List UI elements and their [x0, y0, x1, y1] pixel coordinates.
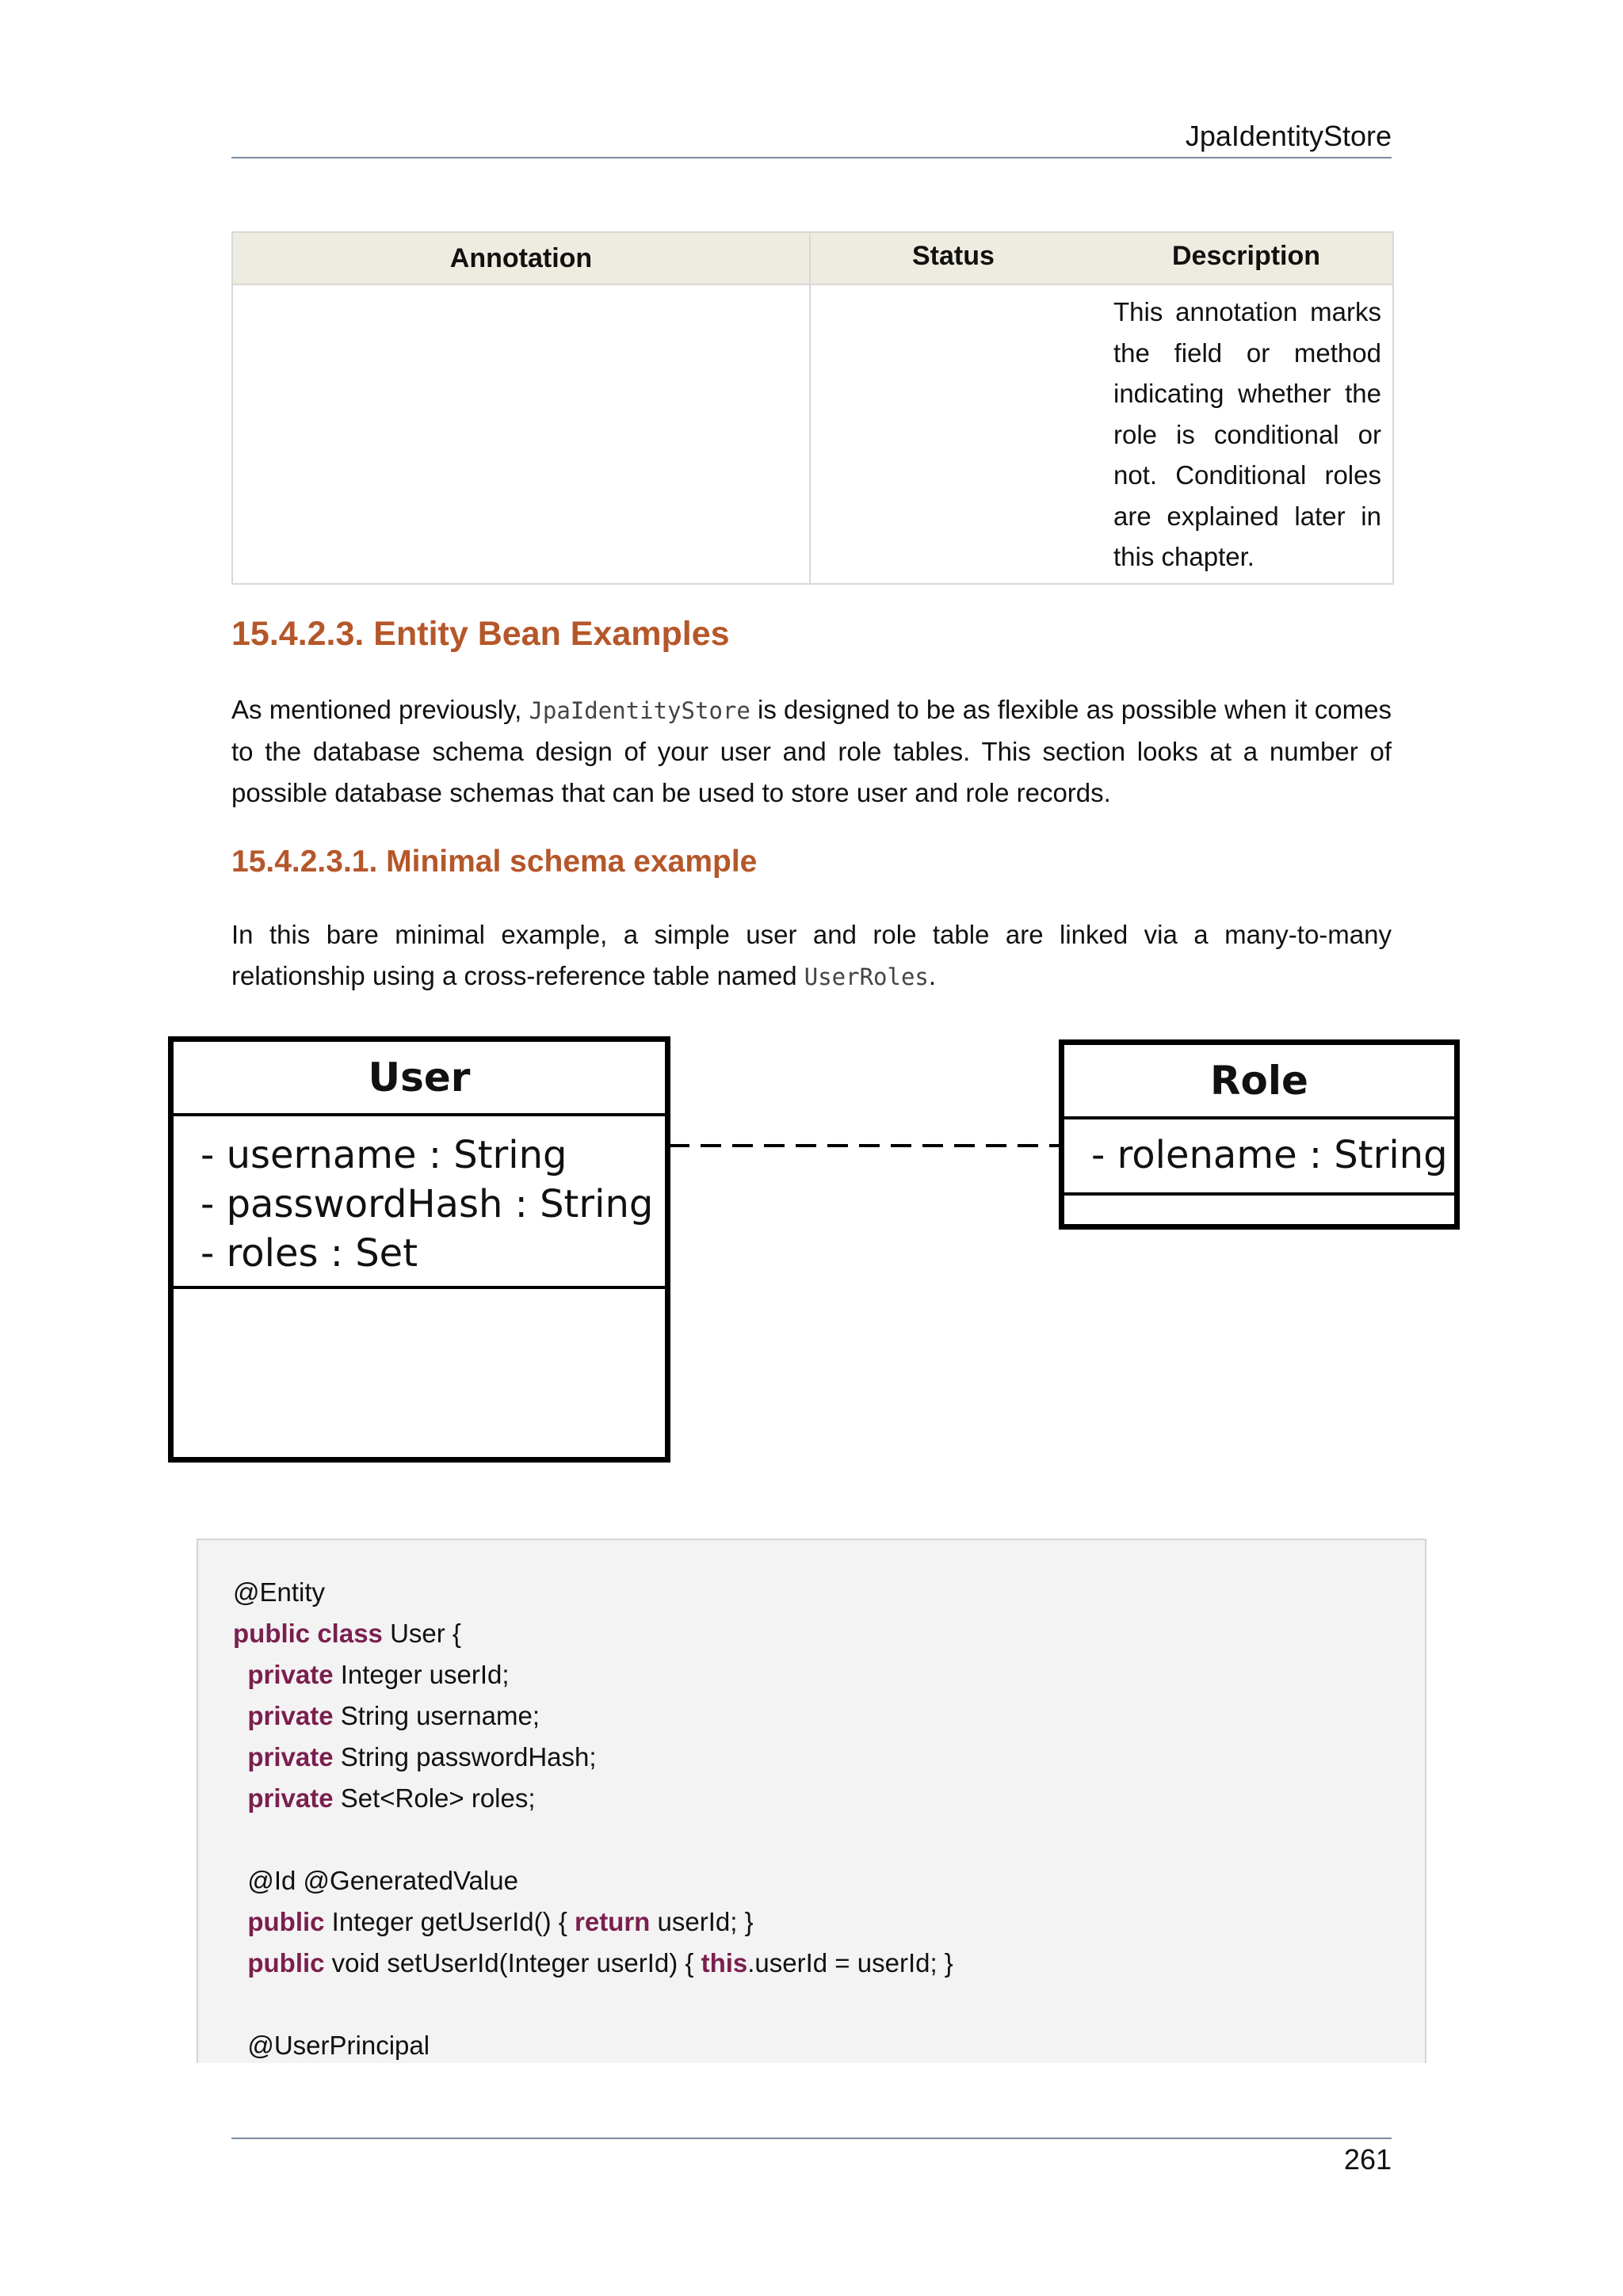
- uml-user-attribute: - username : String: [200, 1133, 567, 1177]
- uml-class-role: [1059, 1039, 1460, 1230]
- uml-user-divider-1: [174, 1113, 665, 1116]
- code-text: Integer getUserId() {: [324, 1907, 575, 1936]
- code-text: String passwordHash;: [333, 1742, 597, 1772]
- table-row: [232, 284, 1393, 584]
- code-keyword: private: [247, 1742, 334, 1772]
- code-text: Set<Role> roles;: [333, 1783, 536, 1813]
- code-text: [233, 1948, 247, 1978]
- code-text: [233, 1701, 247, 1730]
- code-text: User {: [382, 1619, 461, 1648]
- code-line: [233, 1654, 510, 1695]
- code-keyword: public: [247, 1907, 325, 1936]
- code-line: [233, 1613, 461, 1654]
- code-text: @Entity: [233, 1577, 326, 1607]
- code-keyword: private: [247, 1783, 334, 1813]
- footer-rule: [231, 2138, 1392, 2139]
- column-header-status: Status: [912, 241, 995, 271]
- column-header-annotation: Annotation: [232, 232, 810, 284]
- page-number: 261: [1343, 2143, 1392, 2176]
- code-line: [233, 1572, 325, 1613]
- column-header-group: [810, 232, 1393, 284]
- table-header-row: [232, 232, 1393, 284]
- code-text: [233, 1660, 247, 1689]
- uml-user-attribute: - roles : Set: [200, 1231, 418, 1276]
- header-rule: [231, 157, 1392, 158]
- code-text: [233, 1742, 247, 1772]
- section-heading: 15.4.2.3. Entity Bean Examples: [231, 615, 730, 653]
- code-keyword: this: [701, 1948, 748, 1978]
- code-text: Integer userId;: [333, 1660, 510, 1689]
- uml-class-user: [168, 1036, 670, 1463]
- uml-diagram: [168, 1036, 1460, 1464]
- section-intro-paragraph: [231, 689, 1392, 814]
- code-line: [233, 1860, 518, 1901]
- code-line: [233, 1901, 754, 1943]
- code-block: [197, 1539, 1426, 2063]
- column-header-description: Description: [1172, 241, 1321, 271]
- intro-text-before: As mentioned previously,: [231, 695, 522, 724]
- uml-user-attribute: - passwordHash : String: [200, 1182, 654, 1226]
- code-text: @UserPrincipal: [233, 2031, 430, 2060]
- code-keyword: private: [247, 1701, 334, 1730]
- annotation-table: [231, 231, 1394, 585]
- uml-class-role-name: Role: [1210, 1058, 1308, 1104]
- subsection-text-after: .: [928, 961, 937, 990]
- code-text: [233, 1907, 247, 1936]
- intro-text-after: is designed to be as flexible as possible when it comes to the database schema design of your user and role tables. This section looks at a number of possible database schemas that can be used to store user and role records.: [231, 695, 1392, 807]
- subsection-code-userroles: UserRoles: [804, 963, 929, 990]
- code-text: @Id @GeneratedValue: [233, 1866, 518, 1895]
- code-line: [233, 1737, 597, 1778]
- code-line: [233, 1943, 953, 1984]
- subsection-text-before: In this bare minimal example, a simple user and role table are linked via a many-to-many relationship using a cross-reference table named: [231, 920, 1392, 990]
- subsection-heading: 15.4.2.3.1. Minimal schema example: [231, 845, 758, 879]
- code-keyword: return: [575, 1907, 651, 1936]
- cell-description: This annotation marks the field or method indicating whether the role is conditional or not. Conditional roles are explained later in this chapter.: [1113, 297, 1381, 571]
- running-header: JpaIdentityStore: [1185, 120, 1392, 152]
- uml-role-divider-2: [1064, 1192, 1454, 1196]
- code-keyword: public class: [233, 1619, 383, 1648]
- cell-status-description: [810, 284, 1393, 584]
- code-line: [233, 1778, 536, 1819]
- code-line: [233, 2025, 430, 2063]
- code-text: [233, 1783, 247, 1813]
- uml-user-divider-2: [174, 1286, 665, 1289]
- code-keyword: private: [247, 1660, 334, 1689]
- code-line: [233, 1695, 540, 1737]
- subsection-paragraph: [231, 914, 1392, 997]
- uml-role-divider-1: [1064, 1116, 1454, 1119]
- cell-annotation: [232, 284, 810, 584]
- uml-class-user-name: User: [368, 1055, 471, 1100]
- code-text: String username;: [333, 1701, 540, 1730]
- intro-code-jpaidentitystore: JpaIdentityStore: [529, 697, 750, 724]
- code-keyword: public: [247, 1948, 325, 1978]
- code-text: void setUserId(Integer userId) {: [324, 1948, 701, 1978]
- uml-role-attribute: - rolename : String: [1091, 1133, 1448, 1177]
- code-text: userId; }: [650, 1907, 754, 1936]
- code-text: .userId = userId; }: [747, 1948, 953, 1978]
- uml-role-attributes: [1091, 1131, 1448, 1180]
- uml-user-attributes: [200, 1131, 653, 1278]
